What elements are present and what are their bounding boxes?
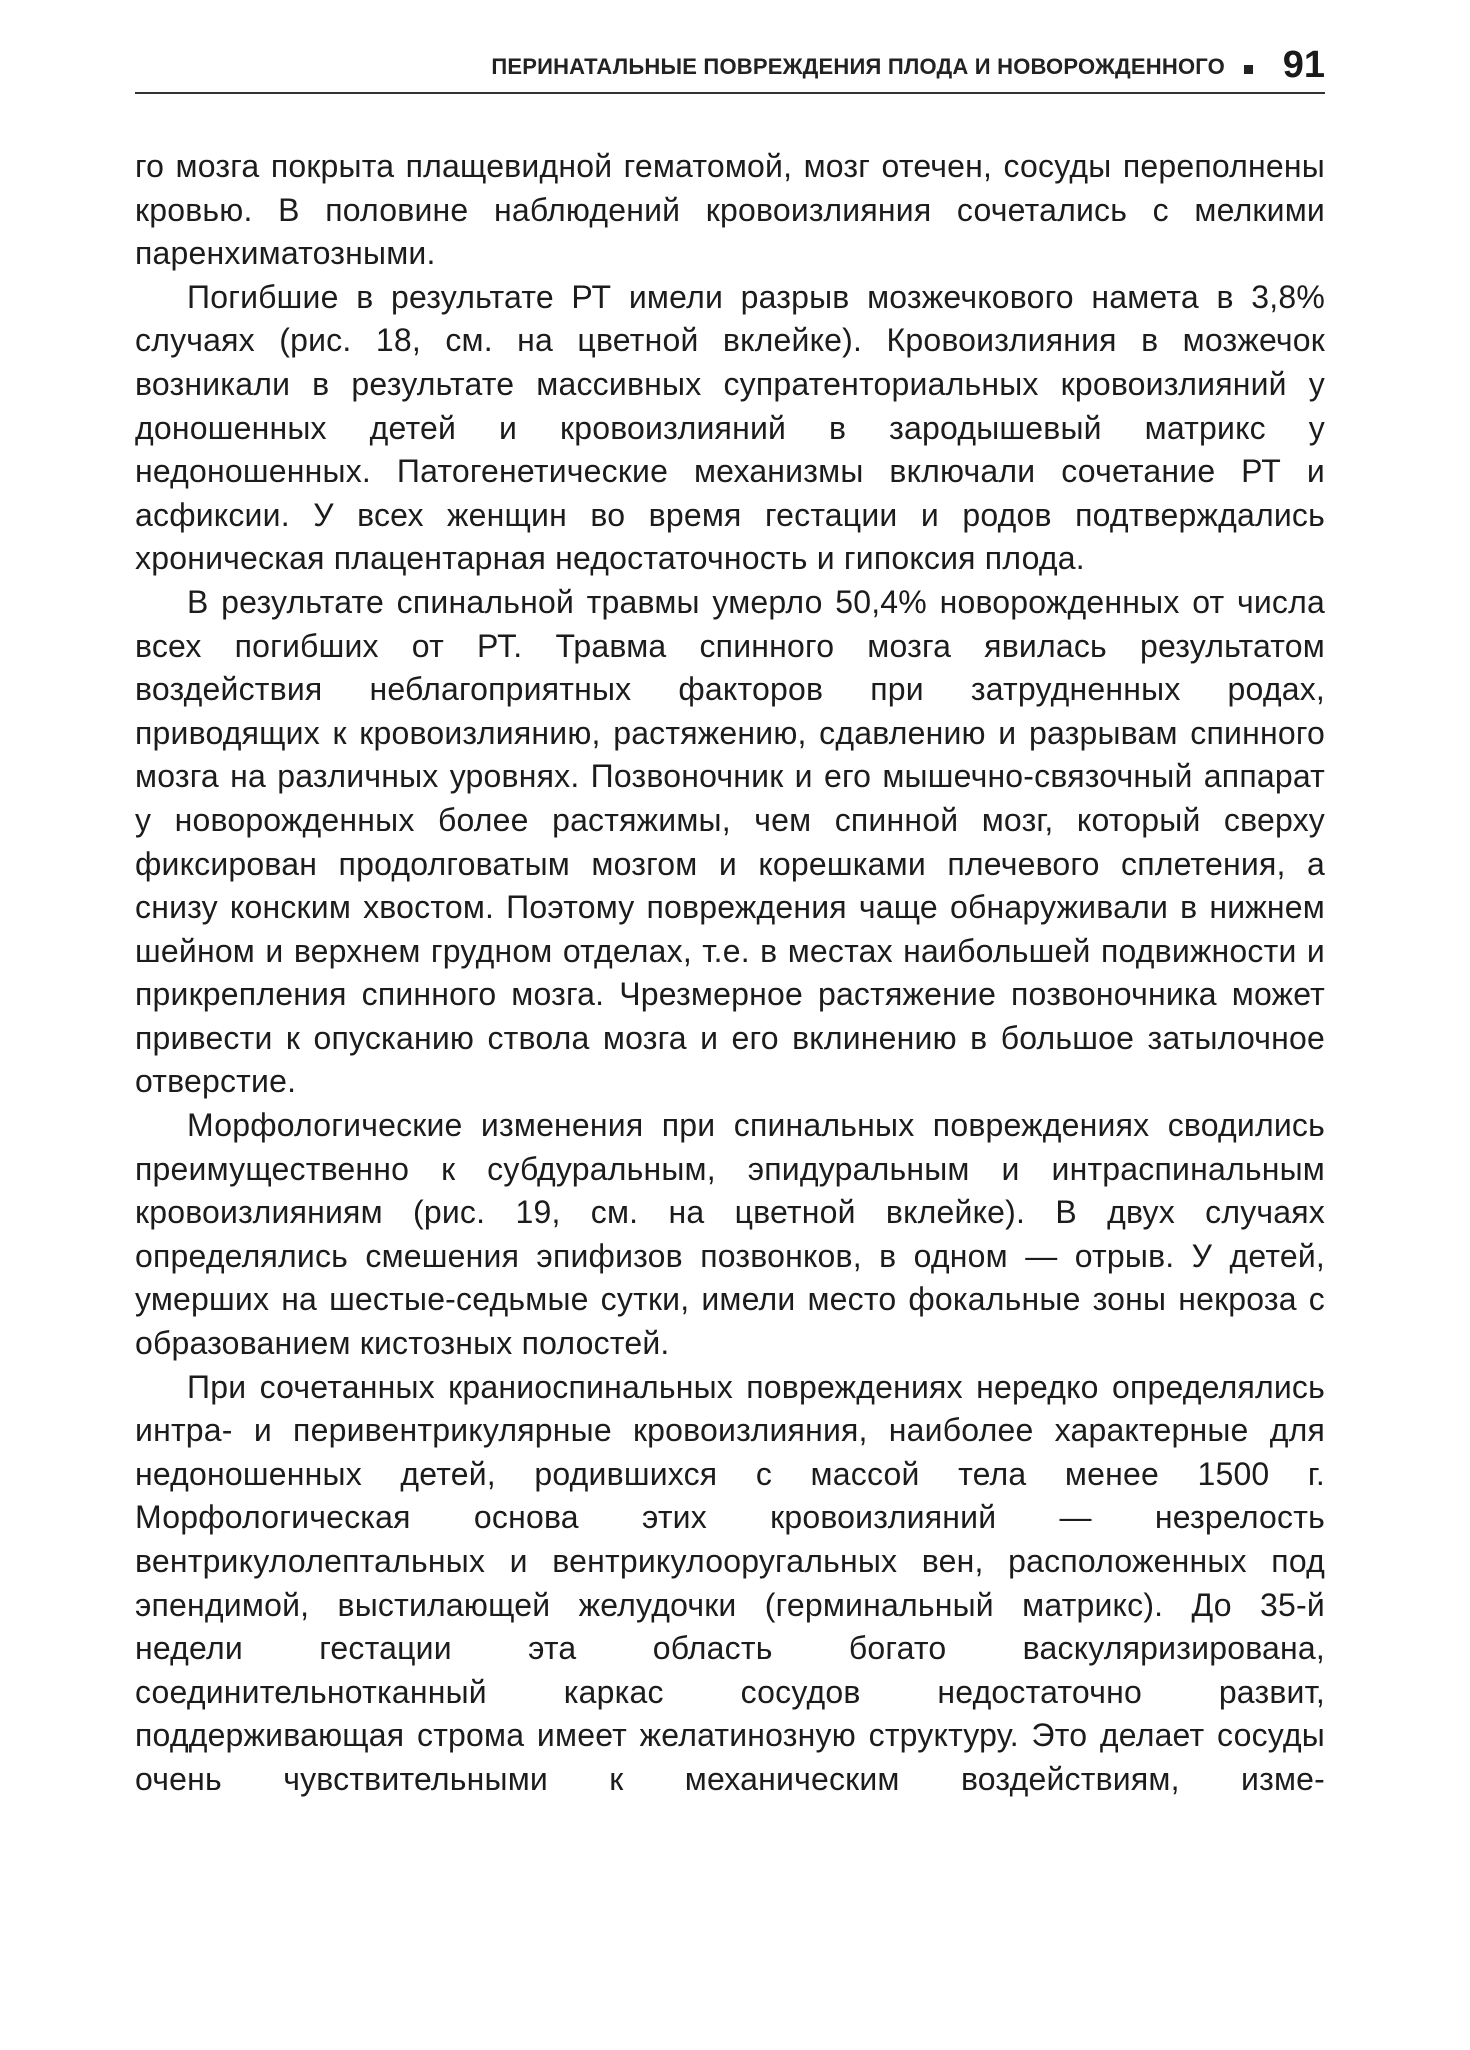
paragraph: В результате спинальной травмы умерло 50,4% новорожденных от числа всех погибших от РТ. Травма спинного мозга явилась результатом воздействия неблагоприятных факторов при затрудненных родах, приводящих к кровоизлиянию, растяжению, сдавлению и разрывам спинного мозга на различных уровнях. Позвоночник и его мышечно-связочный аппарат у новорожденных более растяжимы, чем спинной мозг, который сверху фиксирован продолговатым мозгом и корешками плечевого сплетения, а снизу конским хвостом. Поэтому повреждения чаще обнаруживали в нижнем шейном и верхнем грудном отделах, т.е. в местах наибольшей подвижности и прикрепления спинного мозга. Чрезмерное растяжение позвоночника может привести к опусканию ствола мозга и его вклинению в большое затылочное отверстие. bbox=[135, 583, 1325, 1100]
header-rule bbox=[135, 92, 1325, 94]
paragraph: При сочетанных краниоспинальных повреждениях нередко определялись интра- и перивентрикулярные кровоизлияния, наиболее характерные для недоношенных детей, родившихся с массой тела менее 1500 г. Морфологическая основа этих кровоизлияний — незрелость вентрикулолептальных и вентрикулооругальных вен, расположенных под эпендимой, выстилающей желудочки (герминальный матрикс). До 35-й недели гестации эта область богато васкуляризирована, соединительнотканный каркас сосудов недостаточно развит, поддерживающая строма имеет желатинозную структуру. Это делает сосуды очень чувствительными к механическим воздействиям, изме- bbox=[135, 1368, 1325, 1797]
page-number: 91 bbox=[1282, 44, 1325, 86]
paragraph-continued: го мозга покрыта плащевидной гематомой, мозг отечен, сосуды переполнены кровью. В половине наблюдений кровоизлияния сочетались с мелкими паренхиматозными. bbox=[135, 148, 1325, 272]
paragraph: Морфологические изменения при спинальных повреждениях сводились преимущественно к субдуральным, эпидуральным и интраспинальным кровоизлияниям (рис. 19, см. на цветной вклейке). В двух случаях определялись смешения эпифизов позвонков, в одном — отрыв. У детей, умерших на шестые-седьмые сутки, имели место фокальные зоны некроза с образованием кистозных полостей. bbox=[135, 1107, 1325, 1362]
body-text bbox=[135, 145, 1325, 1802]
running-header bbox=[135, 44, 1325, 100]
bullet-icon bbox=[1244, 65, 1253, 74]
running-title: ПЕРИНАТАЛЬНЫЕ ПОВРЕЖДЕНИЯ ПЛОДА И НОВОРОЖДЕННОГО bbox=[491, 54, 1225, 79]
paragraph: Погибшие в результате РТ имели разрыв мозжечкового намета в 3,8% случаях (рис. 18, см. на цветной вклейке). Кровоизлияния в мозжечок возникали в результате массивных супратенториальных кровоизлияний у доношенных детей и кровоизлияний в зародышевый матрикс у недоношенных. Патогенетические механизмы включали сочетание РТ и асфиксии. У всех женщин во время гестации и родов подтверждались хроническая плацентарная недостаточность и гипоксия плода. bbox=[135, 278, 1325, 577]
